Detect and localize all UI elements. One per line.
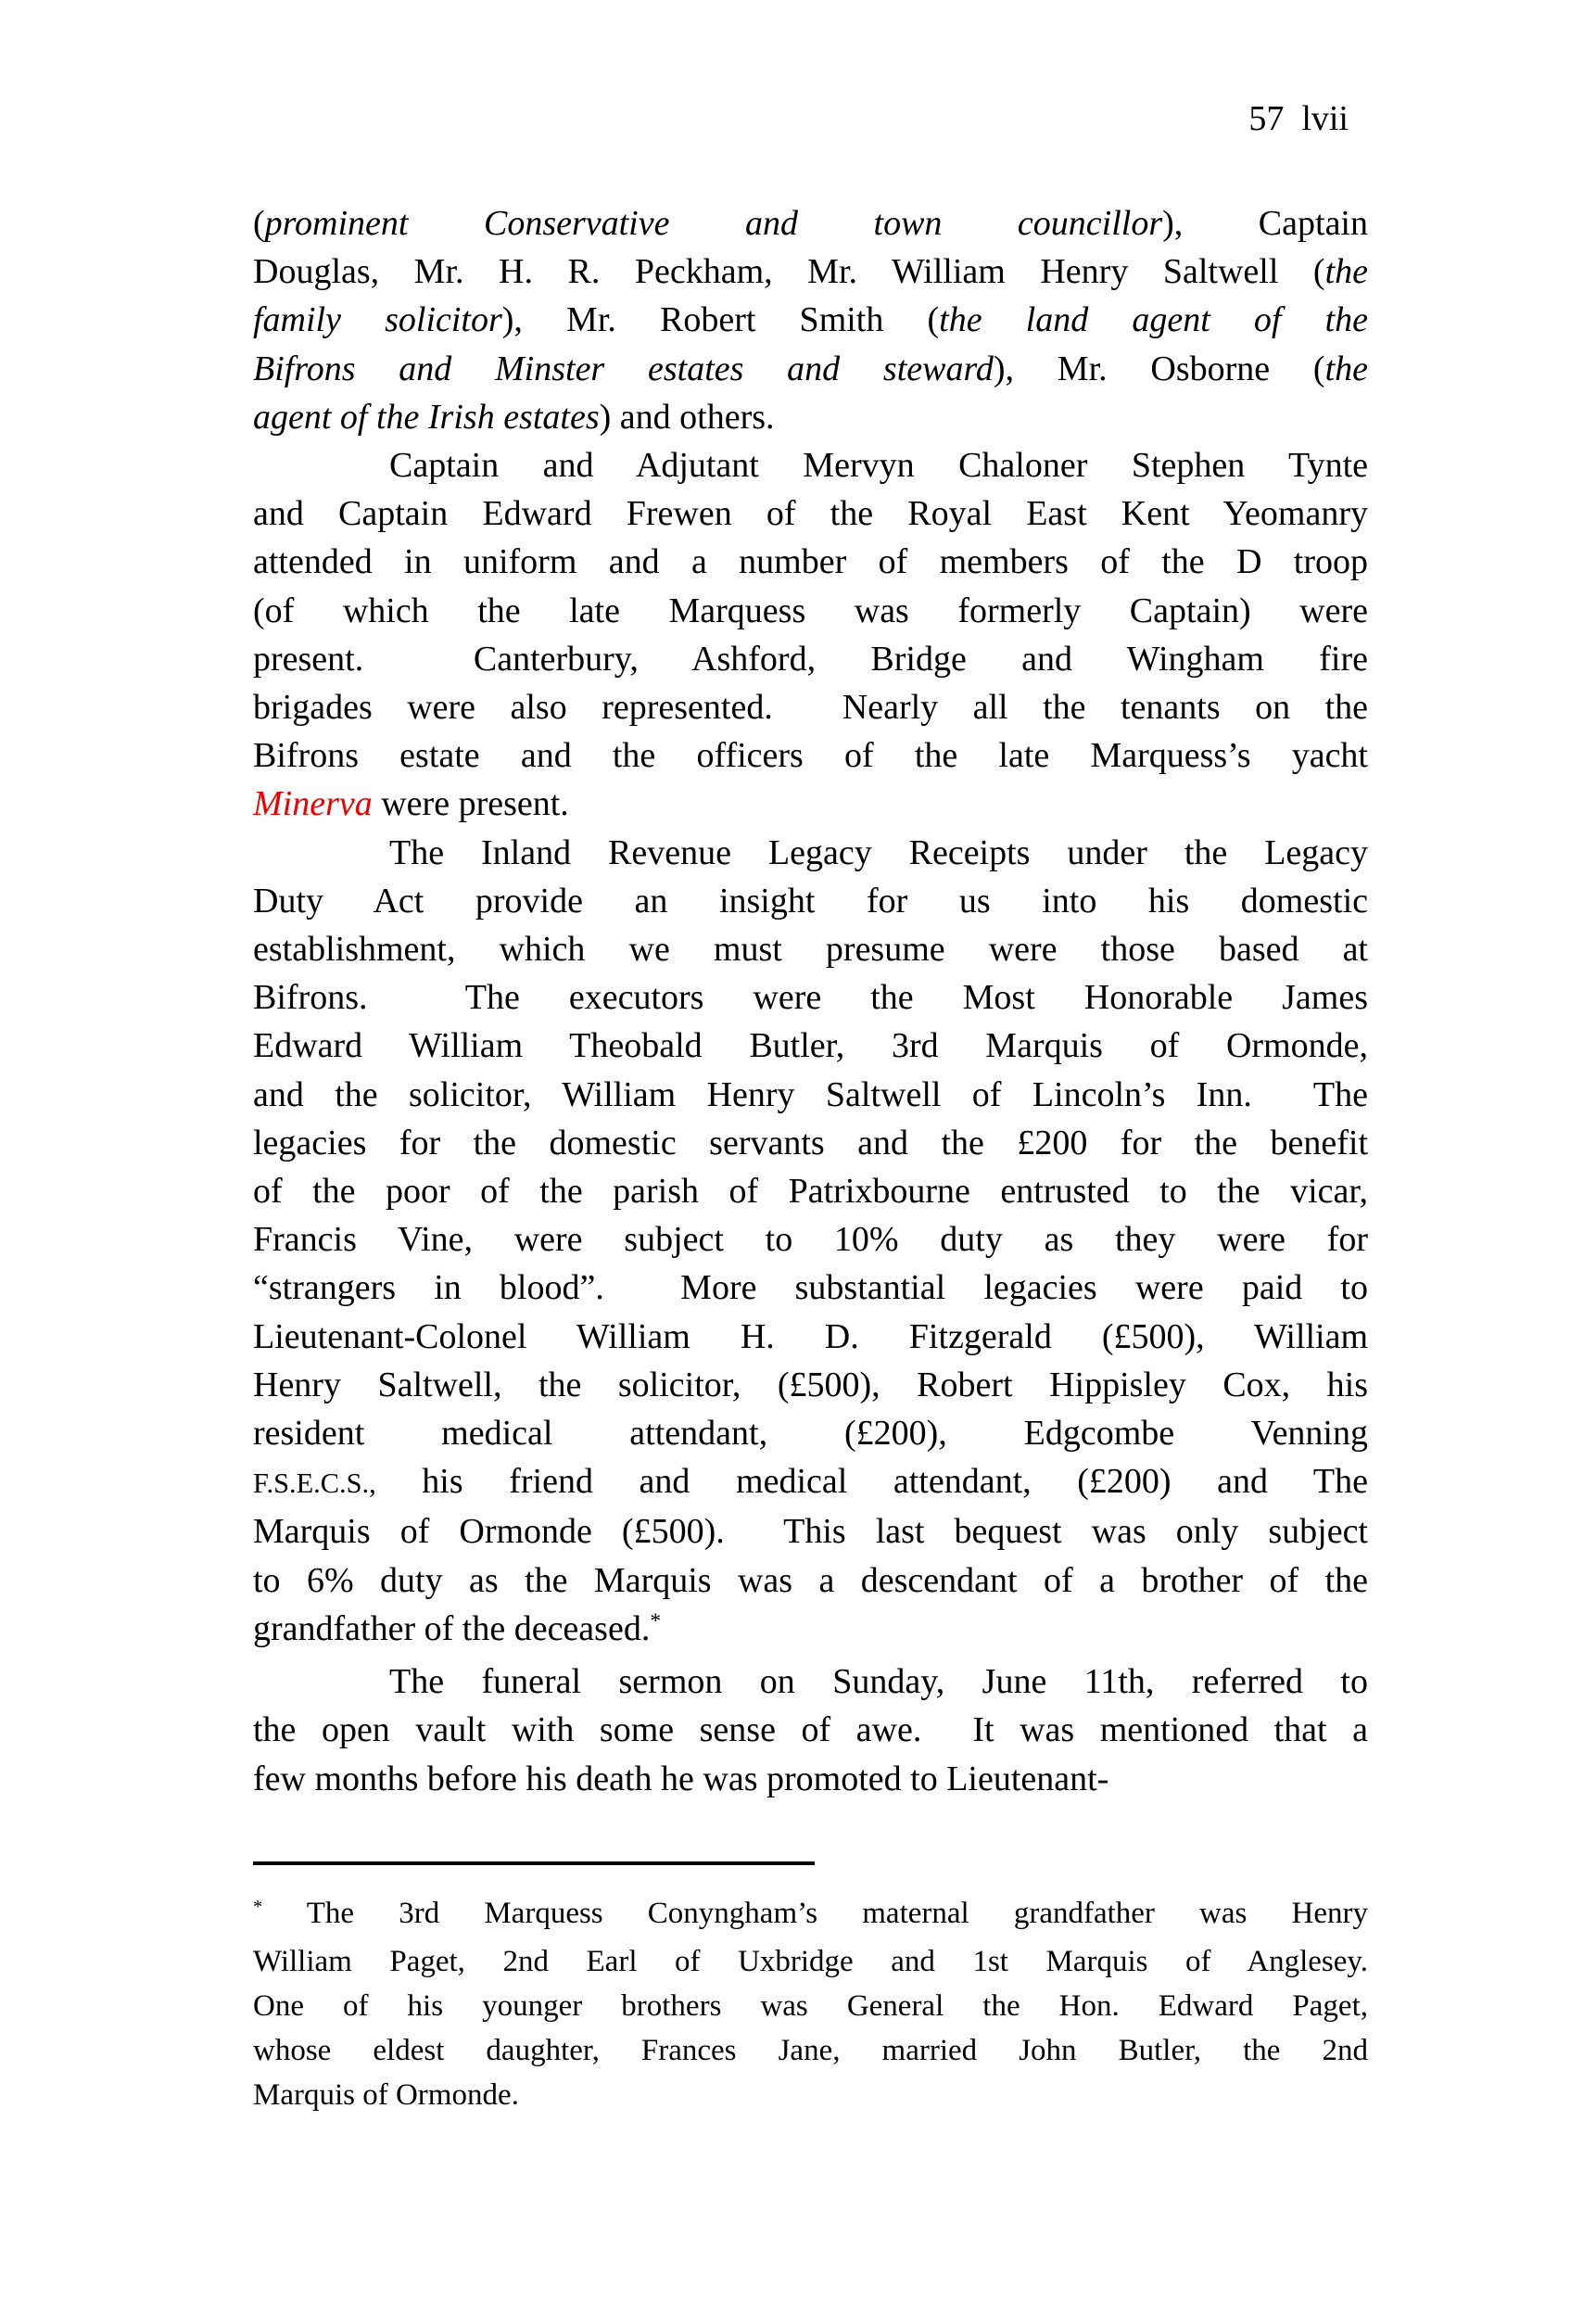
- text-line: [253, 1605, 1368, 1658]
- text-line: [253, 538, 1368, 586]
- italic-segment: the land agent of the: [939, 300, 1368, 340]
- text-segment: ) and others.: [599, 397, 775, 437]
- text-line: [253, 635, 1368, 683]
- text-line: [253, 1658, 1368, 1706]
- text-segment: and Captain Edward Frewen of the Royal East Kent Yeomanry: [253, 494, 1368, 534]
- italic-segment: the: [1324, 252, 1368, 292]
- text-segment: The funeral sermon on Sunday, June 11th, referred to: [389, 1662, 1368, 1702]
- text-line: [253, 296, 1368, 344]
- text-line: [253, 1071, 1368, 1119]
- page-number: 57 lvii: [1248, 99, 1349, 138]
- italic-segment: prominent Conservative and town councillor: [264, 204, 1163, 243]
- text-segment: his friend and medical attendant, (£200) and The: [375, 1462, 1368, 1502]
- text-line: [253, 489, 1368, 538]
- text-segment: attended in uniform and a number of members of the D troop: [253, 542, 1368, 582]
- text-segment: present. Canterbury, Ashford, Bridge and Wingham fire: [253, 639, 1368, 679]
- text-segment: Bifrons. The executors were the Most Honorable James: [253, 978, 1368, 1018]
- text-line: [253, 345, 1368, 393]
- text-segment: resident medical attendant, (£200), Edgcombe Venning: [253, 1414, 1368, 1454]
- text-segment: (of which the late Marquess was formerly Captain) were: [253, 591, 1368, 630]
- text-line: [253, 393, 1368, 441]
- text-segment: Lieutenant-Colonel William H. D. Fitzgerald (£500), William: [253, 1316, 1368, 1356]
- text-segment: Captain and Adjutant Mervyn Chaloner Stephen Tynte: [389, 446, 1368, 486]
- italic-segment: agent of the Irish estates: [253, 397, 600, 437]
- text-segment: Marquis of Ormonde.: [253, 2078, 519, 2112]
- italic-segment: the: [1324, 349, 1368, 388]
- text-line: [253, 1706, 1368, 1754]
- text-segment: (: [253, 204, 265, 243]
- text-segment: ), Captain: [1162, 204, 1368, 243]
- text-segment: of the poor of the parish of Patrixbourne entrusted to the vicar,: [253, 1172, 1368, 1212]
- ship-name-minerva: Minerva: [253, 784, 373, 824]
- text-segment: the open vault with some sense of awe. It was mentioned that a: [253, 1710, 1368, 1750]
- text-line: [253, 925, 1368, 973]
- text-line: [253, 2073, 1368, 2117]
- text-line: [253, 1457, 1368, 1507]
- text-line: [253, 1939, 1368, 1984]
- text-line: [253, 2028, 1368, 2073]
- text-line: [253, 1313, 1368, 1361]
- text-segment: ), Mr. Osborne (: [993, 349, 1325, 388]
- text-segment: One of his younger brothers was General the Hon. Edward Paget,: [253, 1989, 1368, 2023]
- text-segment: were present.: [372, 784, 569, 824]
- text-line: [253, 248, 1368, 296]
- text-line: [253, 1167, 1368, 1215]
- text-segment: brigades were also represented. Nearly all the tenants on the: [253, 688, 1368, 728]
- text-line: [253, 780, 1368, 828]
- text-line: [253, 683, 1368, 731]
- footnote-separator-rule: [253, 1861, 815, 1865]
- article-body: [253, 199, 1368, 1803]
- text-segment: William Paget, 2nd Earl of Uxbridge and 1st Marquis of Anglesey.: [253, 1945, 1368, 1978]
- text-segment: Douglas, Mr. H. R. Peckham, Mr. William Henry Saltwell (: [253, 252, 1325, 292]
- text-segment: to 6% duty as the Marquis was a descendant of a brother of the: [253, 1560, 1368, 1600]
- text-line: [253, 1361, 1368, 1409]
- text-line: [253, 1755, 1368, 1803]
- italic-segment: family solicitor: [253, 300, 502, 340]
- italic-segment: Bifrons and Minster estates and steward: [253, 349, 994, 388]
- text-line: [253, 1409, 1368, 1457]
- text-segment: “strangers in blood”. More substantial legacies were paid to: [253, 1268, 1368, 1308]
- footnote-marker: *: [253, 1896, 263, 1917]
- text-segment: Bifrons estate and the officers of the late Marquess’s yacht: [253, 736, 1368, 776]
- text-segment: The Inland Revenue Legacy Receipts under the Legacy: [389, 832, 1368, 872]
- text-line: [253, 1119, 1368, 1167]
- text-segment: Duty Act provide an insight for us into his domestic: [253, 881, 1368, 921]
- text-segment: establishment, which we must presume were those based at: [253, 930, 1368, 970]
- text-line: [253, 731, 1368, 780]
- footnote: [253, 1891, 1368, 2117]
- text-line: [253, 199, 1368, 248]
- text-line: [253, 441, 1368, 489]
- text-segment: Francis Vine, were subject to 10% duty as they were for: [253, 1220, 1368, 1260]
- text-segment: grandfather of the deceased.: [253, 1608, 651, 1648]
- text-segment: ), Mr. Robert Smith (: [501, 300, 940, 340]
- text-line: [253, 1507, 1368, 1556]
- text-line: [253, 1556, 1368, 1605]
- text-segment: Edward William Theobald Butler, 3rd Marquis of Ormonde,: [253, 1026, 1368, 1066]
- smallcaps-segment: F.S.E.C.S.,: [253, 1467, 376, 1500]
- text-line: [253, 1022, 1368, 1070]
- text-line: [253, 877, 1368, 925]
- text-segment: Henry Saltwell, the solicitor, (£500), Robert Hippisley Cox, his: [253, 1365, 1368, 1404]
- text-segment: The 3rd Marquess Conyngham’s maternal grandfather was Henry: [262, 1897, 1368, 1930]
- text-line: [253, 1891, 1368, 1939]
- footnote-marker: *: [650, 1608, 662, 1633]
- text-line: [253, 587, 1368, 635]
- text-line: [253, 973, 1368, 1022]
- text-segment: whose eldest daughter, Frances Jane, married John Butler, the 2nd: [253, 2034, 1368, 2067]
- text-segment: and the solicitor, William Henry Saltwell of Lincoln’s Inn. The: [253, 1074, 1368, 1114]
- text-segment: Marquis of Ormonde (£500). This last bequest was only subject: [253, 1512, 1368, 1552]
- text-line: [253, 1984, 1368, 2028]
- text-line: [253, 1264, 1368, 1312]
- text-segment: legacies for the domestic servants and the £200 for the benefit: [253, 1123, 1368, 1162]
- text-line: [253, 829, 1368, 877]
- text-line: [253, 1215, 1368, 1264]
- text-segment: few months before his death he was promoted to Lieutenant-: [253, 1759, 1109, 1798]
